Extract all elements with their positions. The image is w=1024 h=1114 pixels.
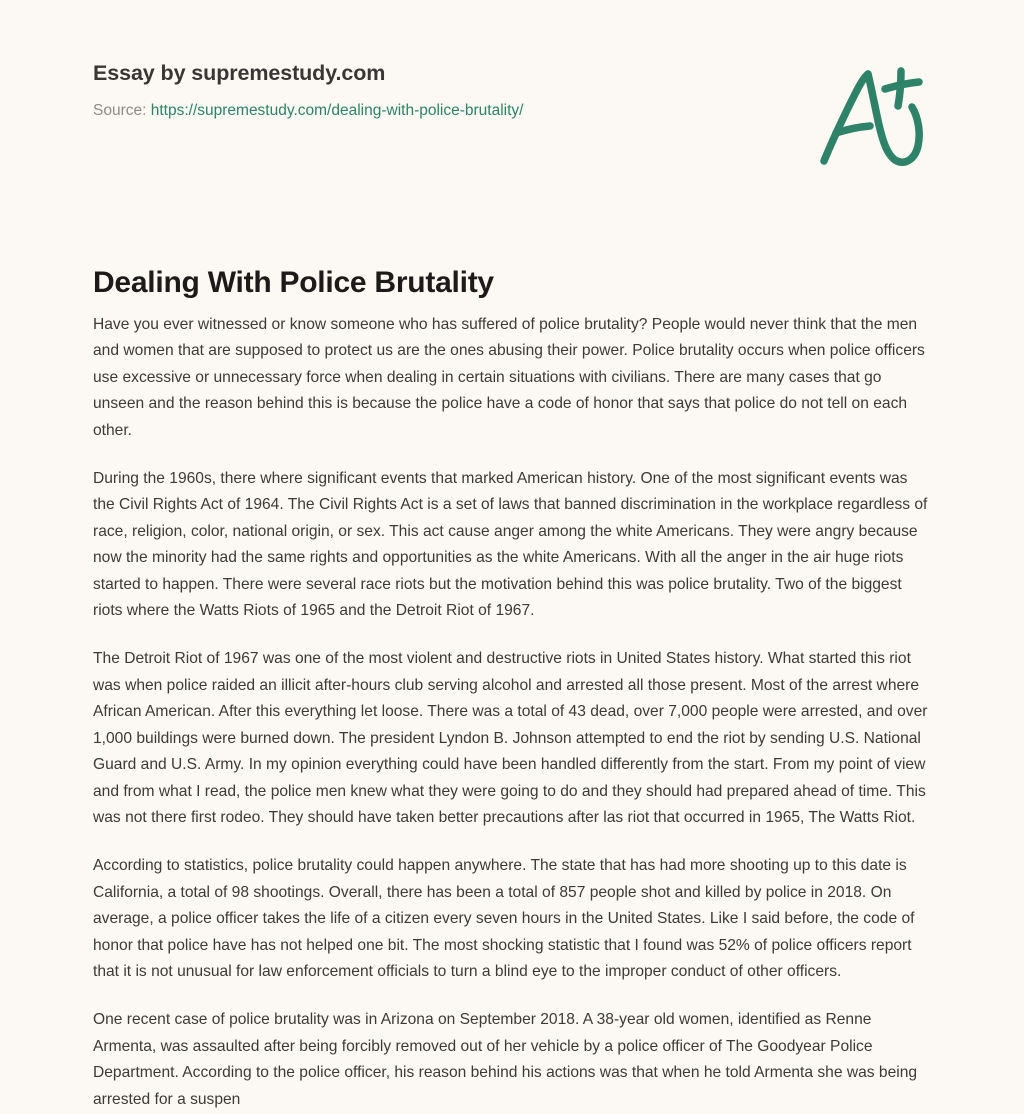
source-url-link[interactable]: https://supremestudy.com/dealing-with-police-brutality/ <box>150 101 524 119</box>
paragraph: During the 1960s, there where significant events that marked American history. One of the most significant events was the Civil Rights Act of 1964. The Civil Rights Act is a set of laws that banned discrimination in the workplace regardless of race, religion, color, national origin, or sex. This act cause anger among the white Americans. They were angry because now the minority had the same rights and opportunities as the white Americans. With all the anger in the air huge riots started to happen. There were several race riots but the motivation behind this was police brutality. Two of the biggest riots where the Watts Riots of 1965 and the Detroit Riot of 1967. <box>93 470 928 620</box>
article-body <box>93 312 933 1113</box>
brand-title: Essay by supremestudy.com <box>93 61 386 85</box>
paragraph: Have you ever witnessed or know someone who has suffered of police brutality? People would never think that the men and women that are supposed to protect us are the ones abusing their power. Police brutality occurs when police officers use excessive or unnecessary force when dealing in certain situations with civilians. There are many cases that go unseen and the reason behind this is because the police have a code of honor that says that police do not tell on each other. <box>93 316 925 439</box>
paragraph: According to statistics, police brutality could happen anywhere. The state that has had more shooting up to this date is California, a total of 98 shootings. Overall, there has been a total of 857 people shot and killed by police in 2018. On average, a police officer takes the life of a citizen every seven hours in the United States. Like I said before, the code of honor that police have has not helped one bit. The most shocking statistic that I found was 52% of police officers report that it is not unusual for law enforcement officials to turn a blind eye to the improper conduct of other officers. <box>93 857 915 980</box>
paragraph: The Detroit Riot of 1967 was one of the most violent and destructive riots in United States history. What started this riot was when police raided an illicit after-hours club serving alcohol and arrested all those present. Most of the arrest where African American. After this everything let loose. There was a total of 43 dead, over 7,000 people were arrested, and over 1,000 buildings were burned down. The president Lyndon B. Johnson attempted to end the riot by sending U.S. National Guard and U.S. Army. In my opinion everything could have been handled differently from the start. From my point of view and from what I read, the police men knew what they were going to do and they should had prepared ahead of time. This was not there first rodeo. They should have taken better precautions after las riot that occurred in 1965, The Watts Riot. <box>93 650 928 826</box>
page-title: Dealing With Police Brutality <box>93 266 494 300</box>
a-plus-logo <box>813 62 941 172</box>
paragraph: One recent case of police brutality was in Arizona on September 2018. A 38-year old women, identified as Renne Armenta, was assaulted after being forcibly removed out of her vehicle by a police officer of The Goodyear Police Department. According to the police officer, his reason behind his actions was that when he told Armenta she was being arrested for a suspen <box>93 1011 918 1108</box>
source-label: Source: <box>93 101 147 119</box>
